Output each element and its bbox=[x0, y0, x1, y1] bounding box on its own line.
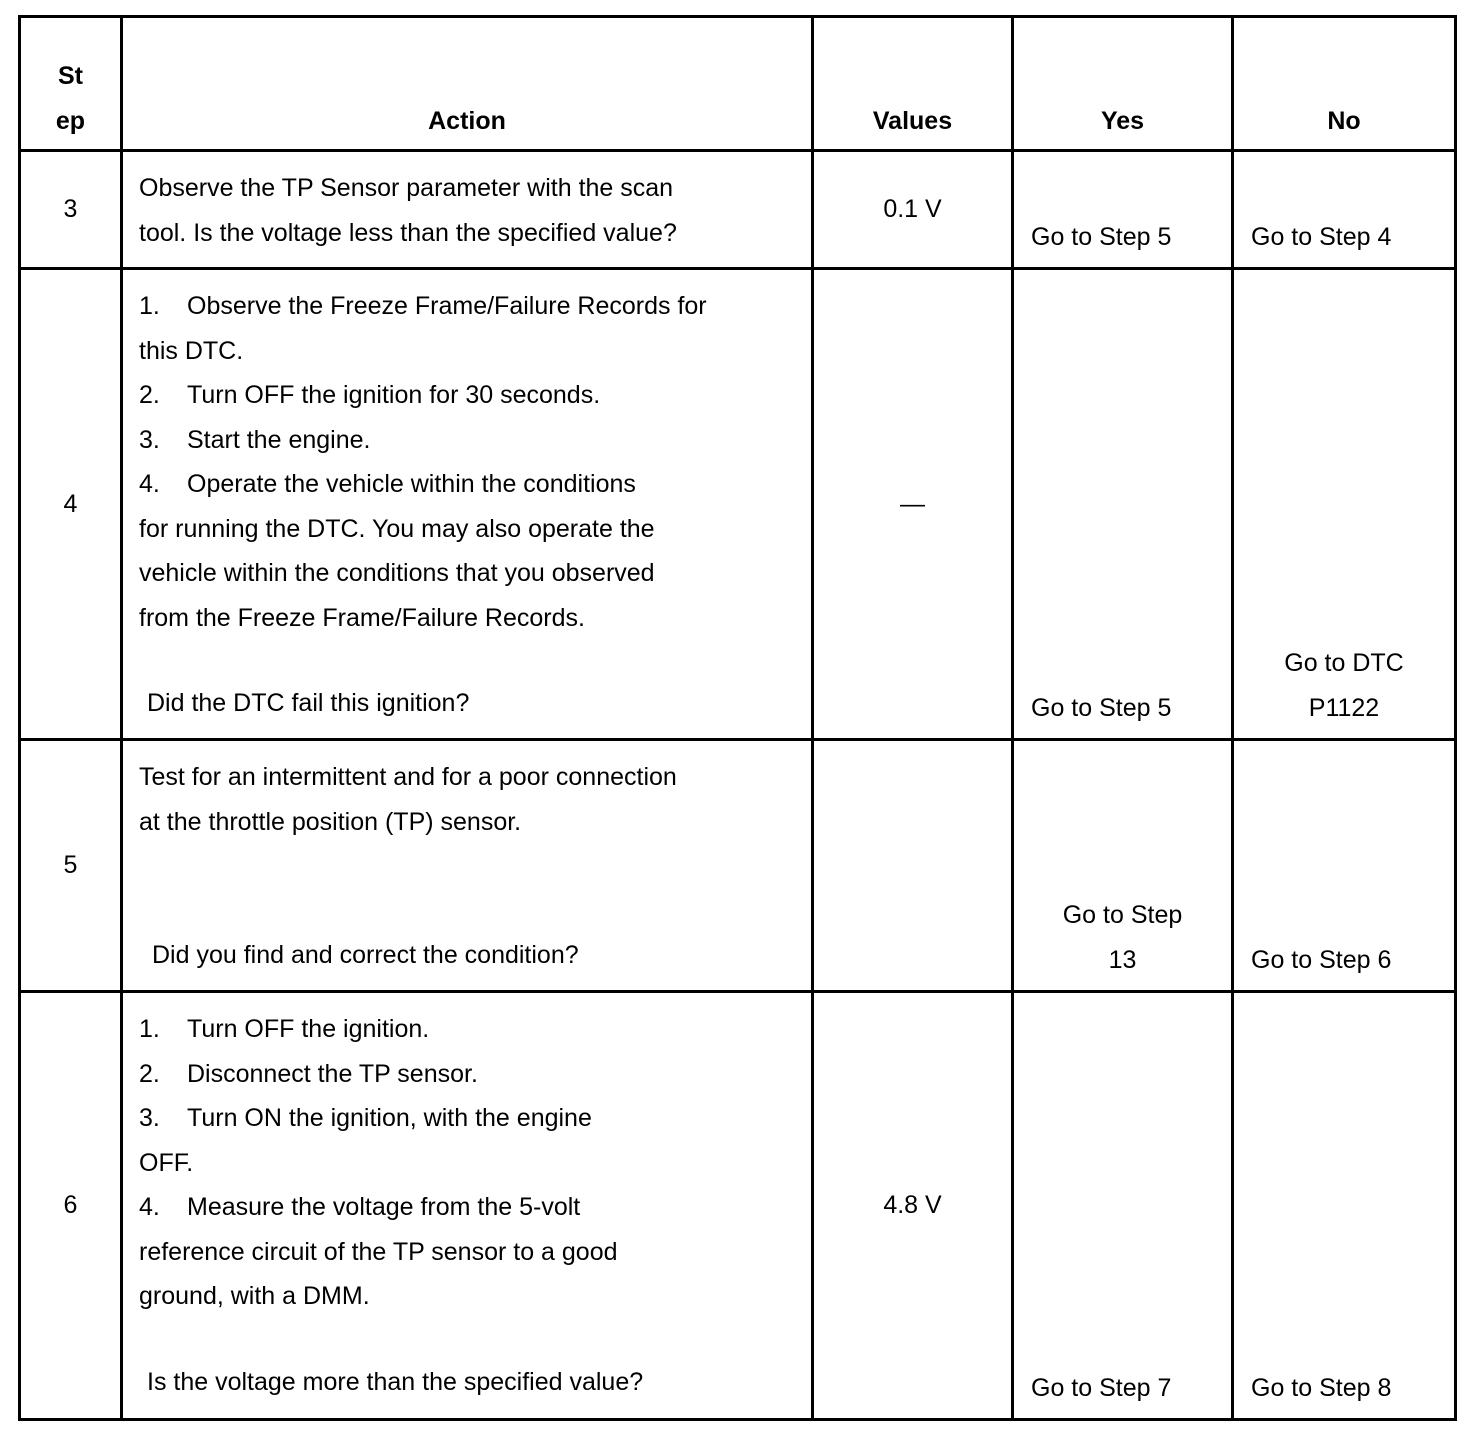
header-step bbox=[20, 17, 122, 151]
list-text: Turn OFF the ignition. bbox=[187, 1015, 430, 1043]
yes-line: Go to Step 5 bbox=[1031, 222, 1172, 251]
list-text: Operate the vehicle within the conditions bbox=[187, 470, 636, 498]
yes-cell bbox=[1013, 151, 1233, 269]
action-line: OFF. bbox=[139, 1148, 194, 1177]
step-number: 5 bbox=[20, 740, 122, 992]
header-no: No bbox=[1233, 17, 1456, 151]
list-number: 1. bbox=[139, 1015, 160, 1043]
question-text: Did the DTC fail this ignition? bbox=[147, 689, 470, 717]
header-step-line: St bbox=[58, 62, 83, 90]
action-line: at the throttle position (TP) sensor. bbox=[139, 807, 522, 836]
list-number: 3. bbox=[139, 425, 160, 454]
action-line: for running the DTC. You may also operate the bbox=[139, 514, 655, 543]
action-cell bbox=[122, 740, 813, 992]
yes-cell bbox=[1013, 269, 1233, 740]
list-number: 3. bbox=[139, 1104, 160, 1132]
table-row bbox=[20, 269, 1456, 740]
action-cell bbox=[122, 992, 813, 1420]
list-item bbox=[139, 1007, 811, 1052]
header-action: Action bbox=[122, 17, 813, 151]
action-line: tool. Is the voltage less than the specified value? bbox=[139, 218, 677, 247]
list-number: 4. bbox=[139, 470, 160, 498]
list-text: Turn ON the ignition, with the engine bbox=[187, 1104, 592, 1132]
action-line: reference circuit of the TP sensor to a good bbox=[139, 1237, 618, 1266]
header-values: Values bbox=[813, 17, 1013, 151]
action-line: from the Freeze Frame/Failure Records. bbox=[139, 603, 585, 632]
yes-cell bbox=[1013, 740, 1233, 992]
list-item bbox=[139, 418, 811, 463]
list-number: 4. bbox=[139, 1193, 160, 1221]
list-text: Observe the Freeze Frame/Failure Records for bbox=[187, 292, 707, 320]
no-line: Go to Step 4 bbox=[1251, 222, 1392, 251]
question-text: Is the voltage more than the specified value? bbox=[147, 1367, 644, 1396]
question-text: Did you find and correct the condition? bbox=[152, 941, 579, 969]
value-cell: 0.1 V bbox=[813, 151, 1013, 269]
yes-line: Go to Step bbox=[1062, 901, 1183, 929]
diagnostic-table bbox=[18, 15, 1457, 1421]
no-cell bbox=[1233, 740, 1456, 992]
header-yes: Yes bbox=[1013, 17, 1233, 151]
table-row bbox=[20, 992, 1456, 1420]
list-text: Measure the voltage from the 5-volt bbox=[187, 1193, 581, 1221]
no-cell bbox=[1233, 151, 1456, 269]
list-text: Turn OFF the ignition for 30 seconds. bbox=[187, 381, 601, 409]
list-number: 2. bbox=[139, 1059, 160, 1088]
no-line: Go to DTC bbox=[1284, 649, 1404, 677]
list-number: 2. bbox=[139, 381, 160, 409]
no-cell bbox=[1233, 269, 1456, 740]
yes-line: Go to Step 5 bbox=[1031, 693, 1172, 722]
action-line: Observe the TP Sensor parameter with the scan bbox=[139, 174, 674, 202]
yes-line: 13 bbox=[1108, 945, 1137, 974]
step-number: 4 bbox=[20, 269, 122, 740]
header-row bbox=[20, 17, 1456, 151]
action-cell bbox=[122, 269, 813, 740]
action-cell bbox=[122, 151, 813, 269]
step-number: 3 bbox=[20, 151, 122, 269]
list-item bbox=[139, 373, 811, 418]
no-line: Go to Step 8 bbox=[1251, 1373, 1392, 1402]
list-item bbox=[139, 1052, 811, 1097]
no-cell bbox=[1233, 992, 1456, 1420]
list-item bbox=[139, 284, 811, 329]
step-number: 6 bbox=[20, 992, 122, 1420]
list-text: Disconnect the TP sensor. bbox=[187, 1059, 478, 1088]
yes-cell bbox=[1013, 992, 1233, 1420]
no-line: Go to Step 6 bbox=[1251, 945, 1392, 974]
yes-line: Go to Step 7 bbox=[1031, 1373, 1172, 1402]
action-line: this DTC. bbox=[139, 336, 244, 365]
action-line: Test for an intermittent and for a poor connection bbox=[139, 763, 677, 791]
list-number: 1. bbox=[139, 292, 160, 320]
value-cell: 4.8 V bbox=[813, 992, 1013, 1420]
table-row bbox=[20, 151, 1456, 269]
list-item bbox=[139, 1096, 811, 1141]
header-step-line: ep bbox=[55, 106, 86, 135]
table-row bbox=[20, 740, 1456, 992]
list-text: Start the engine. bbox=[187, 425, 371, 454]
list-item bbox=[139, 462, 811, 507]
value-cell bbox=[813, 740, 1013, 992]
value-cell: — bbox=[813, 269, 1013, 740]
list-item bbox=[139, 1185, 811, 1230]
action-line: vehicle within the conditions that you observed bbox=[139, 559, 655, 587]
action-line: ground, with a DMM. bbox=[139, 1282, 370, 1310]
no-line: P1122 bbox=[1308, 693, 1380, 722]
